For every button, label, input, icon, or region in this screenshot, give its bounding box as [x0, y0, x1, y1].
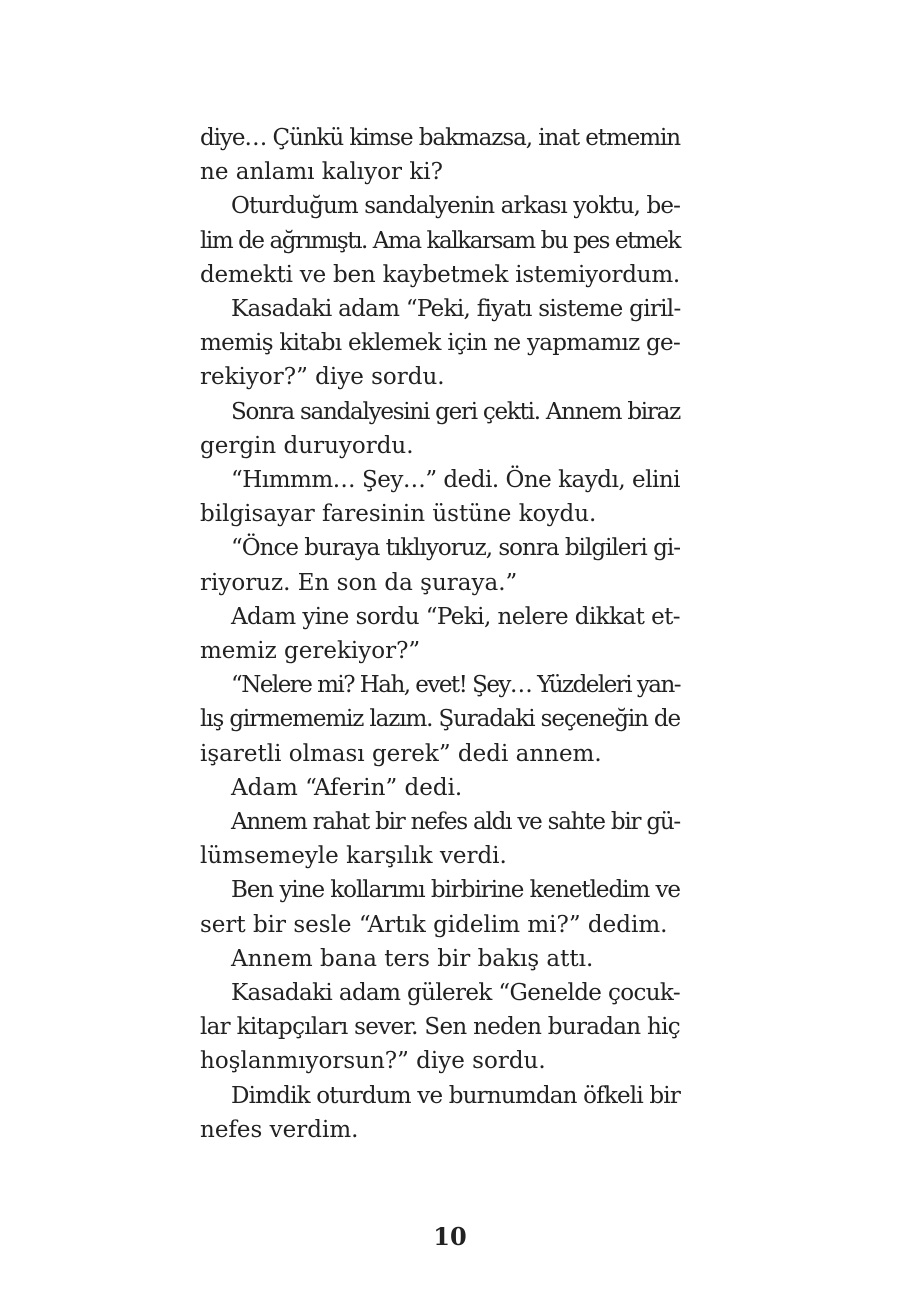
paragraph — [200, 292, 680, 395]
text-line: diye… Çünkü kimse bakmazsa, inat etmemin — [200, 125, 680, 151]
text-line: Dimdik oturdum ve burnumdan öfkeli bir — [231, 1082, 680, 1109]
text-line: lümsemeyle karşılık verdi. — [200, 843, 507, 870]
paragraph — [200, 600, 680, 668]
text-line: “Önce buraya tıklıyoruz, sonra bilgileri gi- — [231, 535, 680, 562]
paragraph — [200, 395, 680, 463]
text-line: riyoruz. En son da şuraya.” — [200, 569, 518, 596]
text-line: sert bir sesle “Artık gidelim mi?” dedim. — [200, 911, 668, 938]
text-line: demekti ve ben kaybetmek istemiyordum. — [200, 261, 680, 288]
page-number: 10 — [433, 1222, 467, 1251]
paragraph — [200, 873, 680, 941]
paragraph — [200, 805, 680, 873]
text-line: Adam yine sordu “Peki, nelere dikkat et- — [231, 603, 680, 630]
text-line: hoşlanmıyorsun?” diye sordu. — [200, 1048, 546, 1075]
text-line: rekiyor?” diye sordu. — [200, 364, 445, 391]
text-line: işaretli olması gerek” dedi annem. — [200, 740, 602, 767]
paragraph — [200, 189, 680, 292]
text-line: memiş kitabı eklemek için ne yapmamız ge- — [200, 330, 680, 357]
text-line: Kasadaki adam “Peki, fiyatı sisteme giril- — [231, 296, 681, 323]
body-text — [200, 121, 680, 1147]
text-line: “Hımmm… Şey…” dedi. Öne kaydı, elini — [231, 467, 680, 494]
text-line: Kasadaki adam gülerek “Genelde çocuk- — [231, 980, 680, 1007]
paragraph — [200, 942, 680, 976]
paragraph — [200, 1079, 680, 1147]
text-line: gergin duruyordu. — [200, 432, 414, 459]
text-line: “Nelere mi? Hah, evet! Şey… Yüzdeleri yan- — [231, 672, 680, 699]
text-line: Sonra sandalyesini geri çekti. Annem biraz — [231, 398, 680, 425]
text-line: lış girmememiz lazım. Şuradaki seçeneğin de — [200, 706, 680, 733]
text-line: Annem rahat bir nefes aldı ve sahte bir gü- — [231, 809, 680, 836]
text-line: bilgisayar faresinin üstüne koydu. — [200, 501, 597, 528]
text-line: Annem bana ters bir bakış attı. — [231, 945, 594, 972]
text-line: lim de ağrımıştı. Ama kalkarsam bu pes etmek — [200, 227, 680, 254]
text-line: lar kitapçıları sever. Sen neden buradan hiç — [200, 1014, 680, 1041]
paragraph — [200, 463, 680, 531]
text-line: ne anlamı kalıyor ki? — [200, 159, 443, 186]
text-line: Adam “Aferin” dedi. — [231, 774, 463, 801]
text-line: Ben yine kollarımı birbirine kenetledim ve — [231, 877, 680, 904]
text-line: nefes verdim. — [200, 1116, 359, 1143]
paragraph — [200, 771, 680, 805]
text-line: Oturduğum sandalyenin arkası yoktu, be- — [231, 193, 680, 220]
text-line: memiz gerekiyor?” — [200, 638, 421, 665]
paragraph — [200, 121, 680, 189]
paragraph — [200, 531, 680, 599]
paragraph — [200, 976, 680, 1079]
paragraph — [200, 668, 680, 771]
